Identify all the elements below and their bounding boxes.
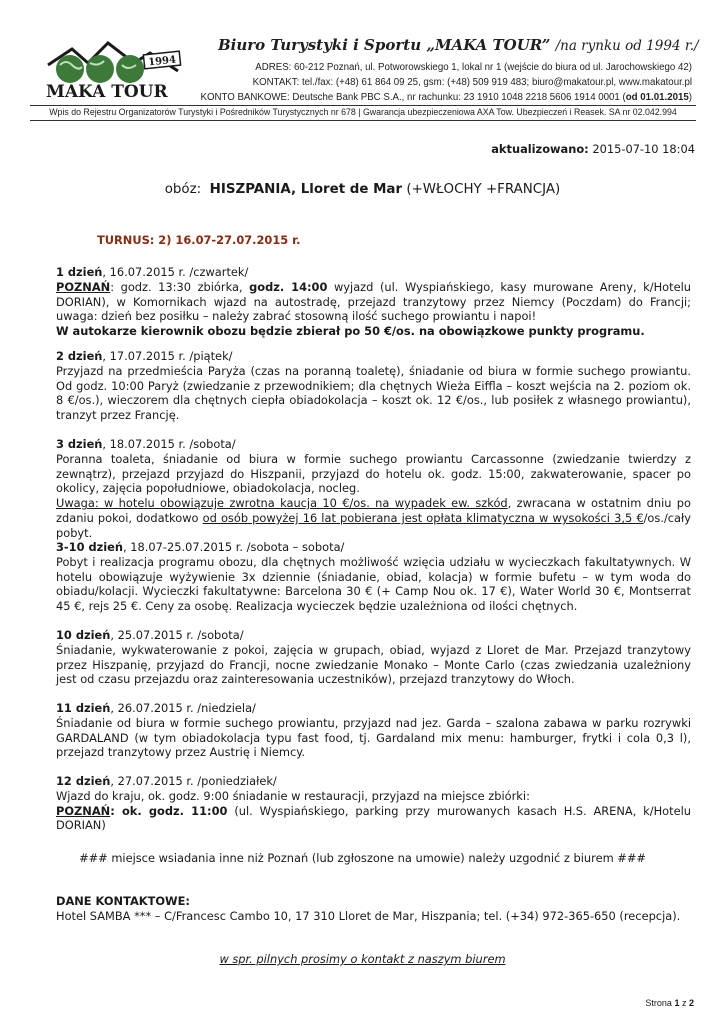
day-date: , 18.07-25.07.2015 r. /sobota – sobota/: [123, 540, 345, 554]
header-divider-bottom: [30, 120, 696, 121]
camp-suffix: (+WŁOCHY +FRANCJA): [406, 182, 561, 197]
header-bank: [190, 92, 692, 104]
day-11-section: [56, 701, 691, 760]
header-contact: KONTAKT: tel./fax: (+48) 61 864 09 25, gsm: (+48) 509 919 483; biuro@makatour.pl, www.makatour.pl: [252, 77, 692, 88]
deposit-note: Uwaga: w hotelu obowiązuje zwrotna kaucja 10 €/os. na wypadek ew. szkód: [56, 496, 508, 511]
register-info: Wpis do Rejestru Organizatorów Turystyki i Pośredników Turystycznych nr 678 | Gwarancja ubezpieczeniowa AXA Tow. Ubezpieczeń i Reasek. SA nr 02.042.994: [49, 107, 677, 117]
return-time: : ok. godz. 11:00: [110, 803, 228, 818]
day-text: Poranna toaleta, śniadanie od biura w formie suchego prowiantu Carcassonne (zwiedzanie twierdzy z zewnątrz), przejazd przyjazd do Hiszpanii, przyjazd do hotelu ok. godz. 15:00, zakwaterowanie, spacer po okolicy, zajęcia popołudniowe, obiadokolacja, nocleg.: [56, 451, 691, 496]
day-label: 10 dzień: [56, 628, 111, 642]
contact-section: [56, 894, 691, 924]
day-text: Przyjazd na przedmieścia Paryża (czas na poranną toaletę), śniadanie od biura w formie suchego prowiantu. Od godz. 10:00 Paryż (zwiedzanie z przewodnikiem; dla chętnych Wieża Eiffla – koszt wejścia na 2. poziom ok. 8 €/os.), wieczorem dla chętnych ciepła obiadokolacja – koszt ok. 12 €/os., lub posiłek z własnego prowiantu), tranzyt przez Francję.: [56, 363, 691, 423]
fee-note: W autokarze kierownik obozu będzie zbierał po 50 €/os. na obowiązkowe punkty programu.: [56, 324, 645, 339]
day-label: 1 dzień: [56, 265, 103, 279]
day-3-section: [56, 437, 691, 541]
day-text: : godz. 13:30 zbiórka,: [110, 279, 250, 294]
day-text: Wjazd do kraju, ok. godz. 9:00 śniadanie w restauracji, przyjazd na miejsce zbiórki:: [56, 788, 530, 803]
day-text: , zwracana w ostatnim dniu po zdaniu pokoi, dodatkowo: [56, 496, 691, 525]
day-date: , 17.07.2015 r. /piątek/: [102, 349, 233, 363]
company-since: /na rynku od 1994 r./: [555, 38, 699, 54]
day-text: /os./cały pobyt.: [56, 510, 691, 540]
header-divider: [30, 105, 696, 106]
day-date: , 25.07.2015 r. /sobota/: [110, 628, 244, 642]
day-label: 2 dzień: [56, 349, 103, 363]
day-text: wyjazd (ul. Wyspiańskiego, kasy murowane Areny, k/Hotelu DORIAN), w Komornikach wjazd na autostradę, przejazd tranzytowy przez Niemcy (Poczdam) do Francji; uwaga: dzień bez posiłku – należy zabrać stosowną ilość suchego prowiantu i napoi!: [56, 279, 691, 324]
day-label: 12 dzień: [56, 774, 111, 788]
day-label: 11 dzień: [56, 701, 111, 715]
day-text: (ul. Wyspiańskiego, parking przy murowanych kasach H.S. ARENA, k/Hotelu DORIAN): [56, 803, 692, 833]
updated-timestamp: [491, 142, 695, 157]
day-3-10-section: [56, 540, 691, 614]
day-label: 3 dzień: [56, 437, 103, 451]
camp-prefix: obóz:: [164, 182, 202, 197]
header-address: ADRES: 60-212 Poznań, ul. Potworowskiego 1, lokal nr 1 (wejście do biura od ul. Jarochowskiego 42): [255, 62, 692, 73]
camp-title: [0, 183, 725, 198]
day-date: , 26.07.2015 r. /niedziela/: [110, 701, 256, 715]
bank-text: KONTO BANKOWE: Deutsche Bank PBC S.A., nr rachunku: 23 1910 1048 2218 5606 1914 0001 (: [200, 92, 626, 103]
page-of: z: [681, 998, 687, 1008]
day-date: , 16.07.2015 r. /czwartek/: [102, 265, 249, 279]
page-label: Strona: [645, 998, 672, 1008]
urgent-contact-note: w spr. pilnych prosimy o kontakt z naszym biurem: [219, 952, 506, 966]
day-date: , 18.07.2015 r. /sobota/: [102, 437, 236, 451]
updated-value: 2015-07-10 18:04: [592, 142, 695, 156]
updated-label: aktualizowano:: [491, 142, 589, 156]
company-name: [218, 36, 699, 54]
day-2-section: [56, 349, 691, 423]
return-city: POZNAŃ: [56, 803, 111, 818]
day-12-section: [56, 774, 691, 833]
contact-heading: DANE KONTAKTOWE:: [56, 894, 190, 908]
page-current: 1: [674, 998, 680, 1008]
maka-tour-logo: [38, 35, 188, 101]
day-text: Śniadanie, wykwaterowanie z pokoi, zajęcia w grupach, obiad, wyjazd z Lloret de Mar. Przejazd tranzytowy przez Hiszpanię, przyjazd do Francji, nocne zwiedzanie Monako – Monte Carlo (czas zwiedzania uzależniony jest od czasu przejazdu oraz zainteresowania uczestników), przejazd tranzytowy do Włoch.: [56, 642, 691, 687]
climate-fee-note: od osób powyżej 16 lat pobierana jest opłata klimatyczna w wysokości 3,5 €: [202, 510, 644, 525]
day-text: Śniadanie od biura w formie suchego prowiantu, przyjazd nad jez. Garda – szalona zabawa w parku rozrywki GARDALAND (w tym obiadokolacja typu fast food, tj. Gardaland mix menu: hamburger, frytki i cola 0,3 l), przejazd tranzytowy przez Austrię i Niemcy.: [56, 715, 691, 760]
departure-city: POZNAŃ: [56, 279, 111, 294]
bank-date: od 01.01.2015: [625, 92, 689, 103]
logo-text: MAKA TOUR: [46, 82, 168, 101]
globe-icon: [86, 55, 114, 83]
page-total: 2: [688, 998, 694, 1008]
page-number: [645, 996, 694, 1011]
departure-time: godz. 14:00: [249, 279, 328, 294]
logo-year: 1994: [147, 54, 177, 69]
hotel-contact: Hotel SAMBA *** – C/Francesc Cambo 10, 17 310 Lloret de Mar, Hiszpania; tel. (+34) 972-365-650 (recepcja).: [56, 908, 681, 923]
day-10-section: [56, 628, 691, 687]
bank-close: ): [688, 92, 692, 103]
day-text: Pobyt i realizacja programu obozu, dla chętnych możliwość wzięcia udziału w wycieczkach fakultatywnych. W hotelu obowiązuje wyżywienie 3x dziennie (śniadanie, obiad, kolacja) w formie bufetu – w tym woda do obiadu/kolacji. Wycieczki fakultatywne: Barcelona 30 € (+ Camp Nou ok. 17 €), Water World 30 €, Montserrat 45 €, rejs 25 €. Ceny za osobę. Realizacja wycieczek będzie uzależniona od ilości chętnych.: [56, 554, 691, 614]
globe-icon: [116, 55, 144, 83]
camp-name: HISZPANIA, Lloret de Mar: [209, 182, 403, 197]
company-name-text: Biuro Turystyki i Sportu „MAKA TOUR”: [218, 36, 551, 54]
day-date: , 27.07.2015 r. /poniedziałek/: [110, 774, 277, 788]
turnus-heading: TURNUS: 2) 16.07-27.07.2015 r.: [97, 233, 301, 247]
day-1-section: [56, 265, 691, 339]
boarding-notice: ### miejsce wsiadania inne niż Poznań (lub zgłoszone na umowie) należy uzgodnić z biurem ###: [79, 851, 646, 865]
day-label: 3-10 dzień: [56, 540, 123, 554]
